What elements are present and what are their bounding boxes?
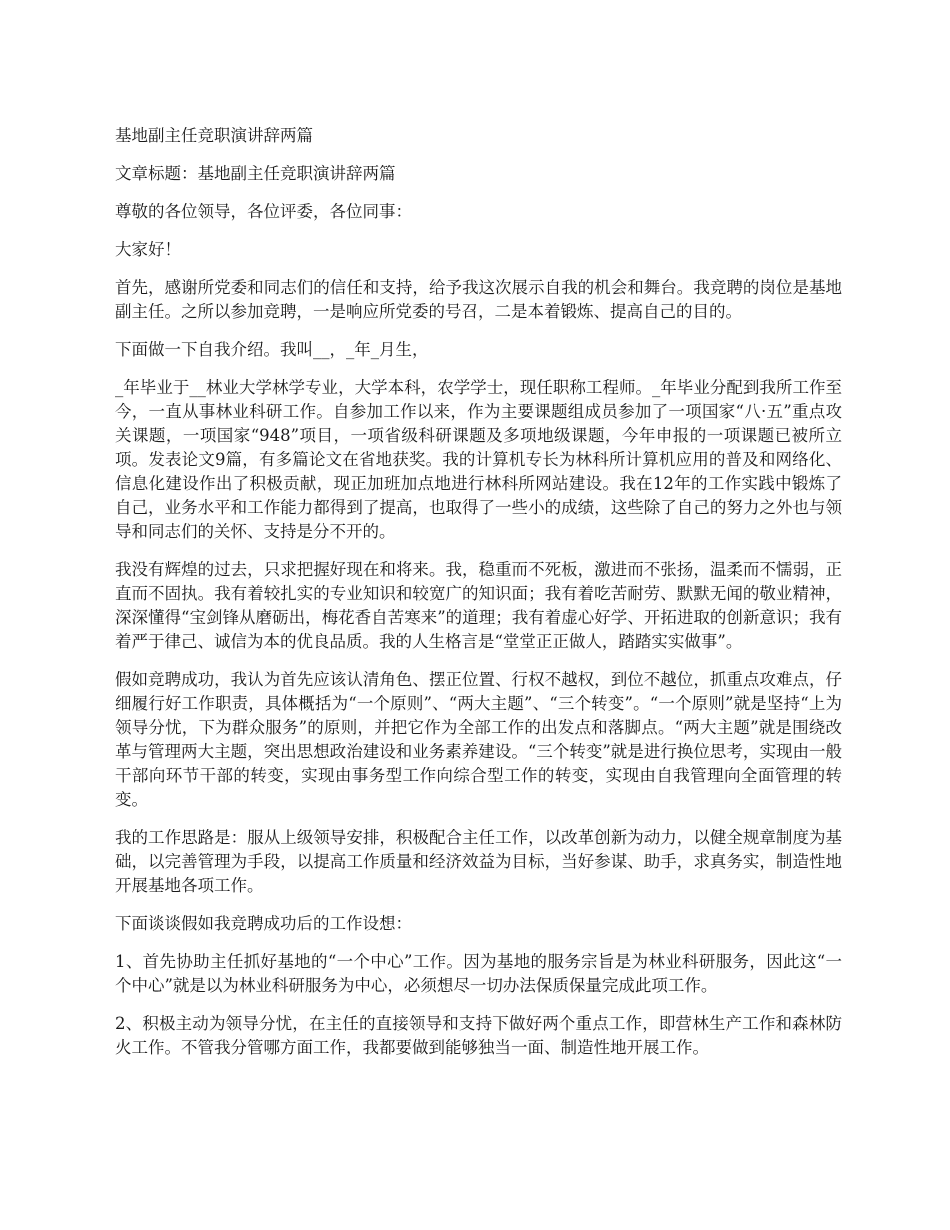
paragraph-character: 我没有辉煌的过去，只求把握好现在和将来。我，稳重而不死板，激进而不张扬，温柔而不懦弱，正直而不固执。我有着较扎实的专业知识和较宽广的知识面；我有着吃苦耐劳、默默无闻的敬业精神，深深懂得“宝剑锋从磨砺出，梅花香自苦寒来”的道理；我有着虚心好学、开拓进取的创新意识；我有着严于律己、诚信为本的优良品质。我的人生格言是“堂堂正正做人，踏踏实实做事”。 <box>115 560 842 651</box>
paragraph-if-successful: 假如竞聘成功，我认为首先应该认清角色、摆正位置、行权不越权，到位不越位，抓重点攻难点，仔细履行好工作职责，具体概括为“一个原则”、“两大主题”、“三个转变”。“一个原则”就是坚持“上为领导分忧，下为群众服务”的原则，并把它作为全部工作的出发点和落脚点。“两大主题”就是围绕改革与管理两大主题，突出思想政治建设和业务素养建设。“三个转变”就是进行换位思考，实现由一般干部向环节干部的转变，实现由事务型工作向综合型工作的转变，实现由自我管理向全面管理的转变。 <box>115 670 842 809</box>
paragraph-opening: 首先，感谢所党委和同志们的信任和支持，给予我这次展示自我的机会和舞台。我竞聘的岗位是基地副主任。之所以参加竞聘，一是响应所党委的号召，二是本着锻炼、提高自己的目的。 <box>115 278 842 321</box>
paragraph-background: _年毕业于__林业大学林学专业，大学本科，农学学士，现任职称工程师。_年毕业分配到我所工作至今，一直从事林业科研工作。自参加工作以来，作为主要课题组成员参加了一项国家“八·五”重点攻关课题，一项国家“948”项目，一项省级科研课题及多项地级课题，今年申报的一项课题已被所立项。发表论文9篇，有多篇论文在省地获奖。我的计算机专长为林科所计算机应用的普及和网络化、信息化建设作出了积极贡献，现正加班加点地进行林科所网站建设。我在12年的工作实践中锻炼了自己，业务水平和工作能力都得到了提高，也取得了一些小的成绩，这些除了自己的努力之外也与领导和同志们的关怀、支持是分不开的。 <box>115 378 842 541</box>
paragraph-self-intro: 下面做一下自我介绍。我叫__，_年_月生， <box>115 340 429 359</box>
paragraph-plans-intro: 下面谈谈假如我竞聘成功后的工作设想： <box>115 914 412 933</box>
list-item-plan-2: 2、积极主动为领导分忧，在主任的直接领导和支持下做好两个重点工作，即营林生产工作和森林防火工作。不管我分管哪方面工作，我都要做到能够独当一面、制造性地开展工作。 <box>115 1014 842 1057</box>
paragraph-work-approach: 我的工作思路是：服从上级领导安排，积极配合主任工作，以改革创新为动力，以健全规章制度为基础，以完善管理为手段，以提高工作质量和经济效益为目标，当好参谋、助手，求真务实，制造性地开展基地各项工作。 <box>115 828 842 895</box>
document-title: 基地副主任竞职演讲辞两篇 <box>115 126 313 145</box>
list-item-plan-1: 1、首先协助主任抓好基地的“一个中心”工作。因为基地的服务宗旨是为林业科研服务，因此这“一个中心”就是以为林业科研服务为中心，必须想尽一切办法保质保量完成此项工作。 <box>115 952 842 995</box>
greeting: 大家好！ <box>115 240 181 259</box>
article-title-line: 文章标题：基地副主任竞职演讲辞两篇 <box>115 164 396 183</box>
salutation: 尊敬的各位领导，各位评委，各位同事： <box>115 202 412 221</box>
document-body <box>115 124 842 1074</box>
